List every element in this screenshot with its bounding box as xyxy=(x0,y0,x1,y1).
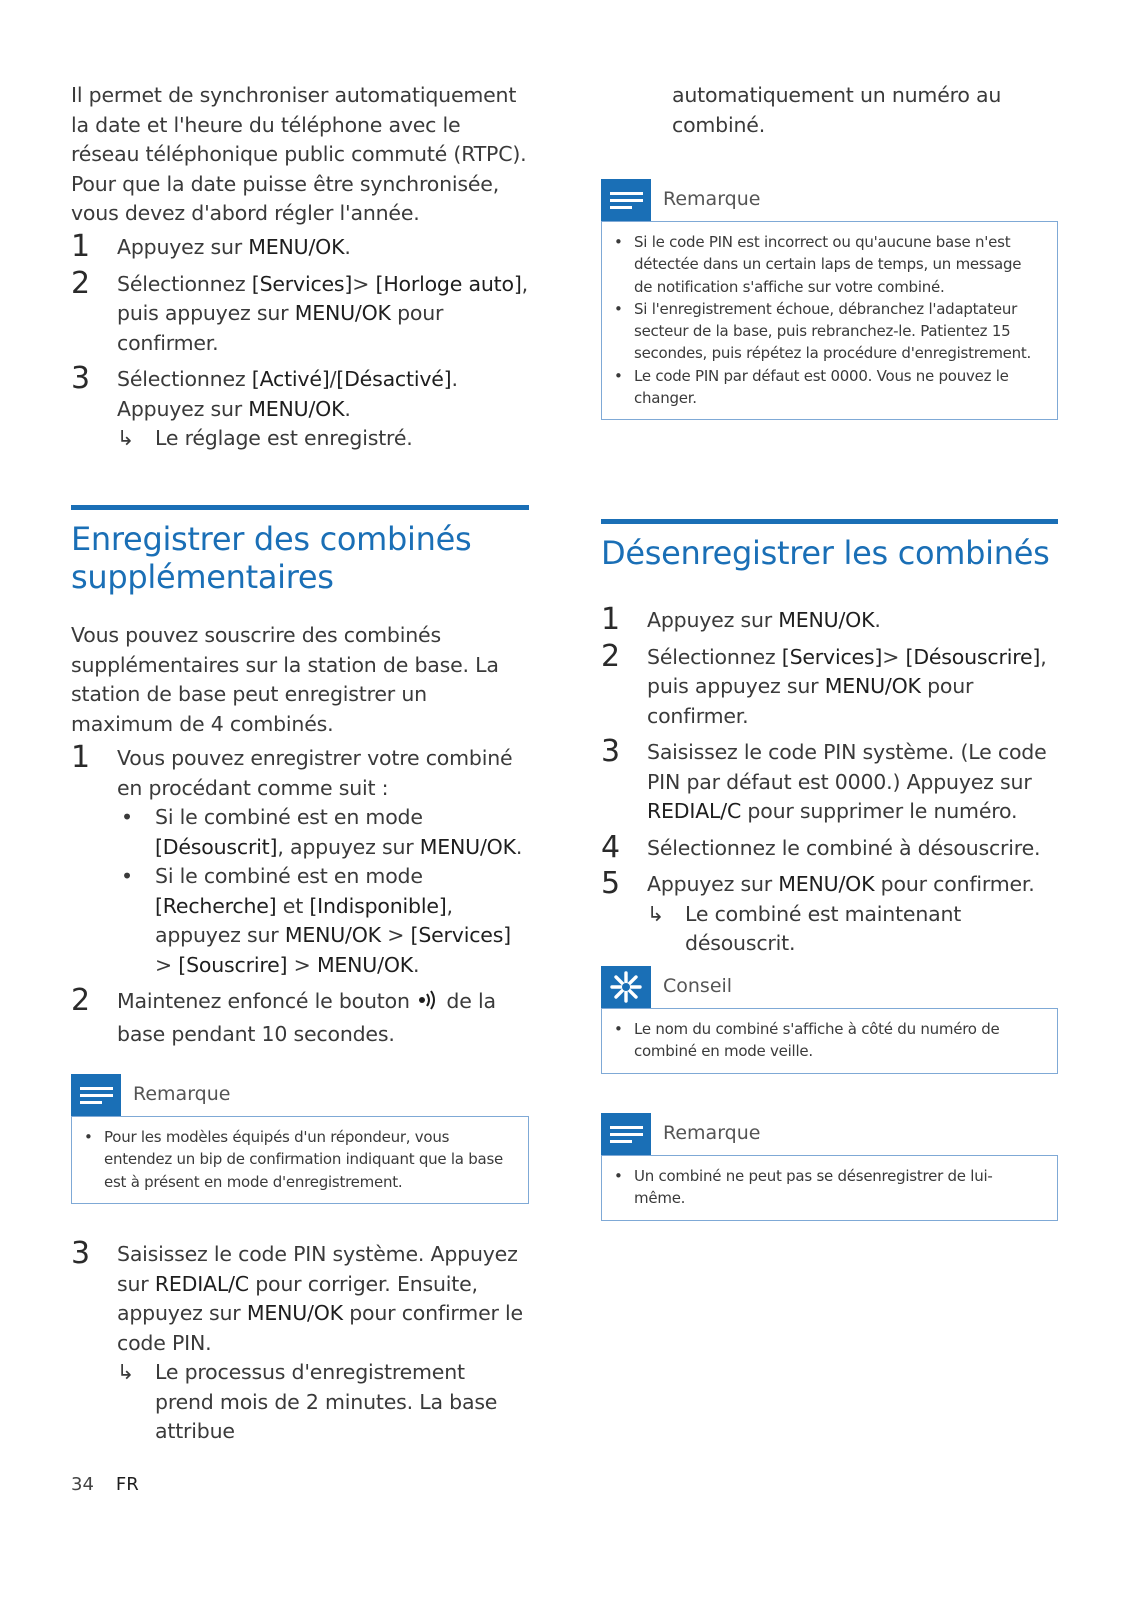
tip-box xyxy=(601,966,1058,1074)
register-intro: Vous pouvez souscrire des combinés supplémentaires sur la station de base. La station de base peut enregistrer un maximum de 4 combinés. xyxy=(71,623,499,736)
bullet: • xyxy=(121,864,133,888)
unregister-step-2: 2 Sélectionnez [Services]> [Désouscrire], puis appuyez sur MENU/OK pour confirmer. xyxy=(601,638,1047,728)
register-step-1: 1 Vous pouvez enregistrer votre combiné en procédant comme suit : • Si le combiné est en mode [Désouscrit], appuyez sur MENU/OK. • Si le combiné est en mode [Recherche] et [Indisponible], appuyez sur MENU/OK > [Services] > [Souscrire] > MENU/OK. xyxy=(71,744,529,980)
step-2: 2 Sélectionnez [Services]> [Horloge auto], puis appuyez sur MENU/OK pour confirmer. xyxy=(71,265,528,355)
note-label: Remarque xyxy=(663,1122,761,1144)
step-result: ↳ Le processus d'enregistrement prend mois de 2 minutes. La base attribue xyxy=(117,1360,498,1443)
list-item: • Si l'enregistrement échoue, débranchez l'adaptateur secteur de la base, puis rebranchez-le. Patientez 15 secondes, puis répétez la procédure d'enregistrement. xyxy=(614,298,1043,365)
note-box xyxy=(601,1155,1058,1221)
tip-content xyxy=(601,1008,1058,1074)
register-steps xyxy=(71,740,529,1049)
intro-paragraph: Il permet de synchroniser automatiquement la date et l'heure du téléphone avec le réseau téléphonique public commuté (RTPC). Pour que la date puisse être synchronisée, vous devez d'abord régler l'année. xyxy=(71,83,527,225)
note-pin xyxy=(601,179,1058,420)
note-lines-icon xyxy=(71,1074,121,1116)
step-number: 1 xyxy=(71,740,90,775)
list-item: • Pour les modèles équipés d'un répondeur, vous entendez un bip de confirmation indiquant que la base est à présent en mode d'enregistrement. xyxy=(84,1126,514,1193)
note-lines-icon xyxy=(601,179,651,221)
bullet: • xyxy=(121,805,133,829)
result-arrow-icon: ↳ xyxy=(117,426,134,450)
continued-text: automatiquement un numéro au combiné. xyxy=(672,83,1002,137)
step-result: ↳ Le combiné est maintenant désouscrit. xyxy=(647,901,962,955)
step-result: ↳ Le réglage est enregistré. xyxy=(117,424,529,454)
note-unregister xyxy=(601,1113,1058,1221)
step-number: 3 xyxy=(601,734,620,769)
unregister-step-4: 4 Sélectionnez le combiné à désouscrire. xyxy=(601,829,1041,865)
step-number: 2 xyxy=(601,638,620,674)
step-number: 2 xyxy=(71,983,90,1018)
key-menu-ok: MENU/OK xyxy=(248,235,345,259)
note-label: Remarque xyxy=(663,188,761,210)
step-number: 1 xyxy=(71,229,90,264)
step-number: 4 xyxy=(601,829,620,865)
step-1: 1 Appuyez sur MENU/OK. xyxy=(71,229,351,264)
asterisk-tip-icon xyxy=(601,966,651,1008)
note-lines-icon xyxy=(601,1113,651,1155)
note-box xyxy=(71,1116,529,1204)
list-item: • Si le code PIN est incorrect ou qu'aucune base n'est détectée dans un certain laps de temps, un message de notification s'affiche sur votre combiné. xyxy=(614,231,1043,298)
tip-label: Conseil xyxy=(663,975,733,997)
unregister-step-3: 3 Saisissez le code PIN système. (Le code PIN par défaut est 0000.) Appuyez sur REDIAL/C pour supprimer le numéro. xyxy=(601,734,1047,823)
clock-steps xyxy=(71,229,529,454)
list-item: • Si le combiné est en mode [Recherche] et [Indisponible], appuyez sur MENU/OK > [Services] > [Souscrire] > MENU/OK. xyxy=(121,864,511,977)
list-item: • Le nom du combiné s'affiche à côté du numéro de combiné en mode veille. xyxy=(614,1018,1043,1063)
step-number: 3 xyxy=(71,1236,90,1271)
register-step-3: 3 Saisissez le code PIN système. Appuyez sur REDIAL/C pour corriger. Ensuite, appuyez sur MENU/OK pour confirmer le code PIN. ↳ Le processus d'enregistrement prend mois de 2 minutes. La base attribue xyxy=(71,1240,529,1447)
step-number: 2 xyxy=(71,265,90,301)
section-title-register: Enregistrer des combinés supplémentaires xyxy=(71,505,529,596)
section-title-unregister: Désenregistrer les combinés xyxy=(601,519,1058,572)
step-number: 3 xyxy=(71,361,90,396)
step-number: 5 xyxy=(601,866,620,901)
step-number: 1 xyxy=(601,602,620,637)
language-code: FR xyxy=(115,1474,139,1495)
list-item: • Un combiné ne peut pas se désenregistrer de lui-même. xyxy=(614,1165,1043,1210)
result-arrow-icon: ↳ xyxy=(647,901,664,926)
note-label: Remarque xyxy=(133,1083,231,1105)
register-step-3-wrap xyxy=(71,1236,529,1447)
register-step-2: 2 Maintenez enfoncé le bouton de la base pendant 10 secondes. xyxy=(71,983,496,1046)
list-item: • Le code PIN par défaut est 0000. Vous ne pouvez le changer. xyxy=(614,365,1043,410)
result-arrow-icon: ↳ xyxy=(117,1360,134,1384)
step-3: 3 Sélectionnez [Activé]/[Désactivé]. Appuyez sur MENU/OK. ↳ Le réglage est enregistré. xyxy=(71,365,529,454)
note-box xyxy=(601,221,1058,420)
page-footer xyxy=(71,1474,139,1495)
paging-signal-icon xyxy=(416,989,438,1020)
list-item: • Si le combiné est en mode [Désouscrit], appuyez sur MENU/OK. xyxy=(121,805,523,859)
page-number: 34 xyxy=(71,1474,94,1495)
unregister-steps xyxy=(601,602,1058,959)
unregister-step-1: 1 Appuyez sur MENU/OK. xyxy=(601,602,881,637)
unregister-step-5: 5 Appuyez sur MENU/OK pour confirmer. ↳ Le combiné est maintenant désouscrit. xyxy=(601,870,1058,959)
note-register xyxy=(71,1074,529,1204)
